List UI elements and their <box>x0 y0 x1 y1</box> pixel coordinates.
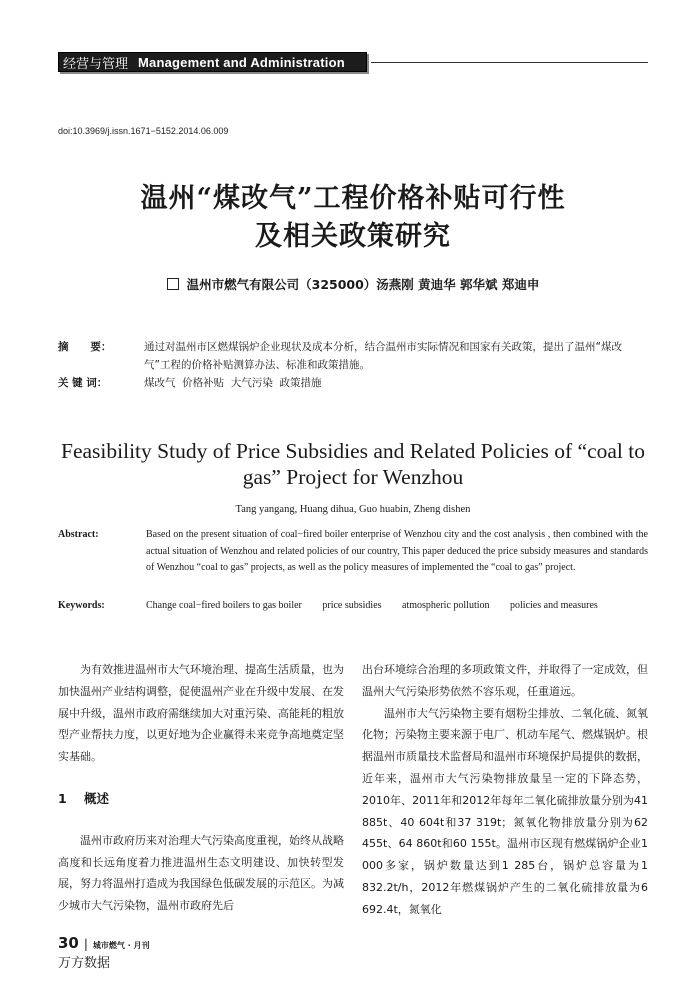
journal-section-header <box>58 52 648 74</box>
keywords-cn-label: 关 键 词： <box>58 377 108 389</box>
body-paragraph: 温州市政府历来对治理大气污染高度重视，始终从战略高度和长远角度着力推进温州生态文明建设、加快转型发展，努力将温州打造成为我国绿色低碳发展的示范区。为减少城市大气污染物，温州市政府先后 <box>58 833 344 913</box>
keyword-en: policies and measures <box>510 600 598 611</box>
keywords-en-list <box>146 598 648 615</box>
keyword-en: atmospheric pollution <box>402 600 490 611</box>
page-number: 30 <box>58 934 79 952</box>
title-line-1: 温州“煤改气”工程价格补贴可行性 <box>140 183 566 214</box>
keyword-en: price subsidies <box>322 600 382 611</box>
abstract-cn-text: 通过对温州市区燃煤锅炉企业现状及成本分析，结合温州市实际情况和国家有关政策，提出了温州“煤改气”工程的价格补贴测算办法、标准和政策措施。 <box>144 341 622 371</box>
keywords-en-label: Keywords: <box>58 600 105 611</box>
abstract-cn-label: 摘 要： <box>58 341 112 353</box>
page-footer <box>58 933 150 952</box>
title-line-2: 及相关政策研究 <box>255 221 451 252</box>
body-paragraph: 温州市大气污染物主要有烟粉尘排放、二氧化硫、氮氧化物；污染物主要来源于电厂、机动车尾气、燃煤锅炉。根据温州市质量技术监督局和温州市环境保护局提供的数据，近年来，温州市大气污染物排放量呈一定的下降态势，2010年、2011年和2012年每年二氧化硫排放量分别为41 885t、40 604t和37 319t；氮氧化物排放量分别为62 455t、64 860t和60 155t。温州市区现有燃煤锅炉企业1 000多家，锅炉数量达到1 285台，锅炉总容量为1 832.2t/h，2012年燃煤锅炉产生的二氧化硫排放量为6 692.4t，氮氧化 <box>362 706 648 916</box>
checkbox-square-icon <box>167 278 179 290</box>
section-heading <box>58 788 344 810</box>
authors-en: Tang yangang, Huang dihua, Guo huabin, Zheng dishen <box>235 504 471 515</box>
body-paragraph: 出台环境综合治理的多项政策文件，并取得了一定成效，但温州大气污染形势依然不容乐观，任重道远。 <box>362 663 648 698</box>
abstract-en-label: Abstract: <box>58 529 99 540</box>
body-column-right <box>362 659 648 921</box>
abstract-en-text: Based on the present situation of coal−fired boiler enterprise of Wenzhou city and the cost analysis , then combined with the actual situation of Wenzhou and related policies of our country, This paper deduced the price subsidy measures and standards of Wenzhou “coal to gas” projects, as well as the policy measures of implemented the “coal to gas” project. <box>146 529 648 573</box>
authors-cn <box>58 275 648 293</box>
doi: doi:10.3969/j.issn.1671−5152.2014.06.009 <box>58 126 229 136</box>
body-paragraph: 为有效推进温州市大气环境治理、提高生活质量，也为加快温州产业结构调整，促使温州产业在升级中发展、在发展中升级，温州市政府需继续加大对重污染、高能耗的粗放型产业帮扶力度，以更好地为企业赢得未来竞争高地奠定坚实基础。 <box>58 663 344 764</box>
body-column-left <box>58 659 344 917</box>
section-band <box>58 52 367 72</box>
keywords-cn-text: 煤改气 价格补贴 大气污染 政策措施 <box>144 377 322 389</box>
title-en: Feasibility Study of Price Subsidies and Related Policies of “coal to gas” Project for Wenzhou <box>61 439 645 489</box>
watermark: 万方数据 <box>58 956 111 971</box>
header-rule <box>371 62 648 63</box>
section-number: 1 <box>58 790 67 806</box>
footer-separator: | <box>83 937 88 951</box>
authors-cn-text: 温州市燃气有限公司（325000）汤燕刚 黄迪华 郭华斌 郑迪申 <box>186 277 540 292</box>
section-title-en: Management and Administration <box>138 54 345 70</box>
keyword-en: Change coal−fired boilers to gas boiler <box>146 600 302 611</box>
journal-name: 城市燃气 · 月刊 <box>92 941 150 950</box>
section-title: 概述 <box>84 790 110 806</box>
section-title-cn: 经营与管理 <box>63 55 129 71</box>
